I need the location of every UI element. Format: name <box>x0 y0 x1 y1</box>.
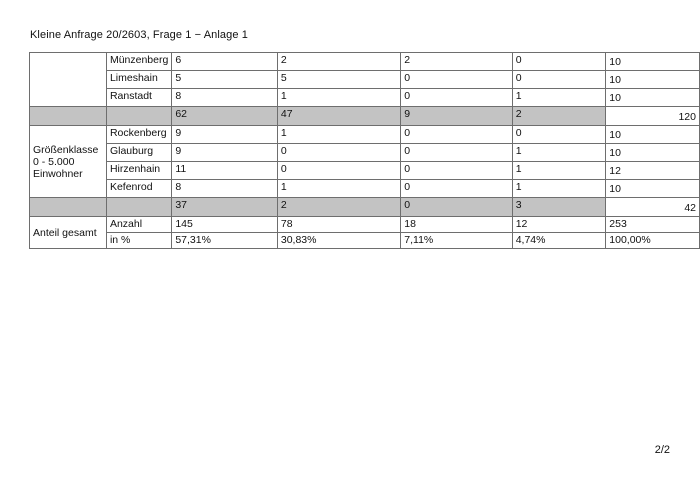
place-cell: Münzenberg <box>106 53 171 71</box>
sum-cell: 37 <box>172 198 278 217</box>
total-cell: 10 <box>606 71 700 89</box>
place-cell: Limeshain <box>106 71 171 89</box>
value-cell: 12 <box>512 217 606 233</box>
total-cell: 253 <box>606 217 700 233</box>
table-row <box>30 71 700 89</box>
value-cell: 0 <box>401 144 512 162</box>
value-cell: 0 <box>512 71 606 89</box>
sum-cell: 2 <box>512 107 606 126</box>
place-cell: Rockenberg <box>106 126 171 144</box>
page-number: 2/2 <box>654 444 670 456</box>
sum-total-cell: 120 <box>606 107 700 126</box>
value-cell: 0 <box>401 162 512 180</box>
sum-cell: 47 <box>277 107 400 126</box>
group-label: Größenklasse 0 - 5.000 Einwohner <box>30 126 107 198</box>
value-cell: 57,31% <box>172 233 278 249</box>
value-cell: 1 <box>277 89 400 107</box>
table-row <box>30 162 700 180</box>
value-cell: 1 <box>512 180 606 198</box>
sum-row <box>30 198 700 217</box>
value-cell: 8 <box>172 89 278 107</box>
value-cell: 6 <box>172 53 278 71</box>
table-row <box>30 233 700 249</box>
table-row <box>30 180 700 198</box>
page-title: Kleine Anfrage 20/2603, Frage 1 − Anlage 1 <box>30 29 248 41</box>
value-cell: 1 <box>512 144 606 162</box>
table-row <box>30 144 700 162</box>
value-cell: 145 <box>172 217 278 233</box>
data-table <box>29 52 700 249</box>
value-cell: 30,83% <box>277 233 400 249</box>
place-cell: in % <box>106 233 171 249</box>
sum-cell: 9 <box>401 107 512 126</box>
group-label <box>30 53 107 107</box>
value-cell: 5 <box>172 71 278 89</box>
total-cell: 10 <box>606 144 700 162</box>
value-cell: 1 <box>512 162 606 180</box>
sum-label-cell <box>30 198 107 217</box>
place-cell: Glauburg <box>106 144 171 162</box>
value-cell: 2 <box>277 53 400 71</box>
value-cell: 1 <box>277 180 400 198</box>
sum-cell: 3 <box>512 198 606 217</box>
sum-place-cell <box>106 107 171 126</box>
value-cell: 7,11% <box>401 233 512 249</box>
value-cell: 0 <box>401 180 512 198</box>
value-cell: 9 <box>172 144 278 162</box>
place-cell: Kefenrod <box>106 180 171 198</box>
sum-row <box>30 107 700 126</box>
place-cell: Anzahl <box>106 217 171 233</box>
value-cell: 0 <box>401 89 512 107</box>
value-cell: 0 <box>512 53 606 71</box>
value-cell: 11 <box>172 162 278 180</box>
value-cell: 1 <box>512 89 606 107</box>
group-label: Anteil gesamt <box>30 217 107 249</box>
place-cell: Ranstadt <box>106 89 171 107</box>
total-cell: 10 <box>606 180 700 198</box>
sum-cell: 0 <box>401 198 512 217</box>
sum-cell: 62 <box>172 107 278 126</box>
total-cell: 10 <box>606 53 700 71</box>
total-cell: 12 <box>606 162 700 180</box>
sum-cell: 2 <box>277 198 400 217</box>
value-cell: 0 <box>277 144 400 162</box>
sum-place-cell <box>106 198 171 217</box>
value-cell: 18 <box>401 217 512 233</box>
value-cell: 8 <box>172 180 278 198</box>
value-cell: 9 <box>172 126 278 144</box>
value-cell: 4,74% <box>512 233 606 249</box>
table-row <box>30 53 700 71</box>
place-cell: Hirzenhain <box>106 162 171 180</box>
value-cell: 0 <box>401 126 512 144</box>
value-cell: 5 <box>277 71 400 89</box>
value-cell: 78 <box>277 217 400 233</box>
sum-label-cell <box>30 107 107 126</box>
total-cell: 10 <box>606 126 700 144</box>
value-cell: 1 <box>277 126 400 144</box>
value-cell: 0 <box>512 126 606 144</box>
table-row <box>30 89 700 107</box>
table-row <box>30 126 700 144</box>
sum-total-cell: 42 <box>606 198 700 217</box>
table-row <box>30 217 700 233</box>
value-cell: 0 <box>277 162 400 180</box>
total-cell: 100,00% <box>606 233 700 249</box>
total-cell: 10 <box>606 89 700 107</box>
value-cell: 2 <box>401 53 512 71</box>
value-cell: 0 <box>401 71 512 89</box>
